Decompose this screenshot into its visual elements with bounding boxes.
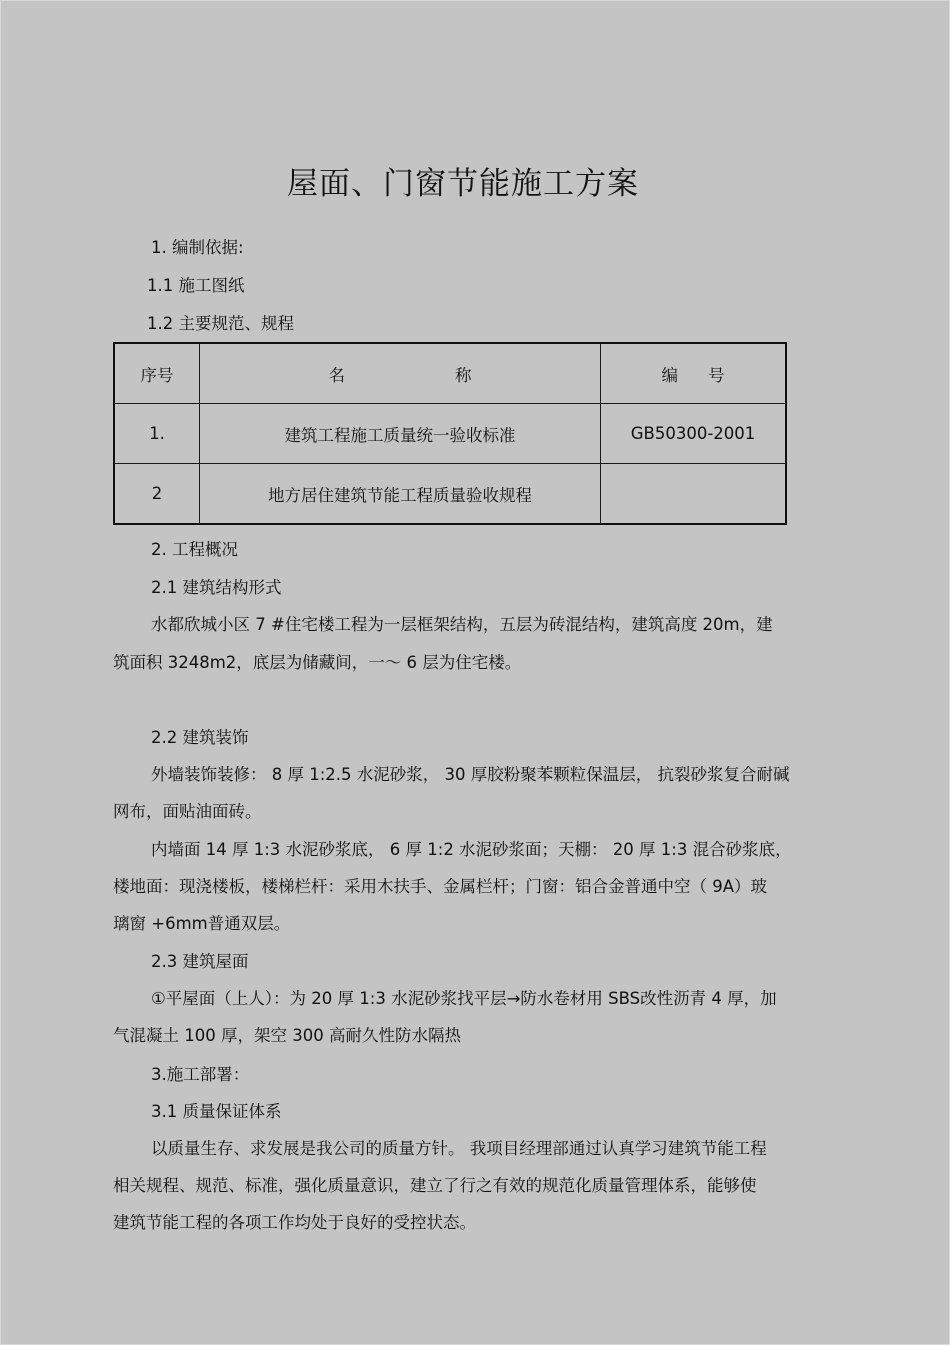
- subsection-3-1: 3.1 质量保证体系: [151, 1102, 282, 1121]
- section-heading-3: 3.施工部署：: [151, 1065, 250, 1084]
- row-name: 地方居住建筑节能工程质量验收规程: [200, 464, 601, 525]
- row-no: 2: [114, 464, 200, 525]
- row-code: [601, 464, 787, 525]
- paragraph-interior-line-1: 内墙面 14 厚 1:3 水泥砂浆底， 6 厚 1:2 水泥砂浆面；天棚： 20 厚 1:3 混合砂浆底，: [151, 840, 792, 859]
- table-row: [114, 464, 786, 525]
- table-header-row: [114, 343, 786, 404]
- subsection-1-1: 1.1 施工图纸: [147, 276, 245, 295]
- header-code-a: 编: [661, 365, 678, 385]
- header-code-b: 号: [708, 365, 725, 385]
- section-heading-1: 1. 编制依据:: [151, 238, 244, 257]
- header-name-b: 称: [455, 365, 472, 385]
- row-name: 建筑工程施工质量统一验收标准: [200, 404, 601, 464]
- header-name-a: 名: [328, 365, 345, 385]
- paragraph-quality-line-1: 以质量生存、求发展是我公司的质量方针。 我项目经理部通过认真学习建筑节能工程: [151, 1139, 767, 1158]
- header-no: 序号: [114, 343, 200, 404]
- paragraph-quality-line-3: 建筑节能工程的各项工作均处于良好的受控状态。: [113, 1213, 476, 1232]
- row-code: GB50300-2001: [601, 404, 787, 464]
- document-title: 屋面、门窗节能施工方案: [287, 166, 639, 202]
- paragraph-structure-line-1: 水都欣城小区 7 #住宅楼工程为一层框架结构，五层为砖混结构，建筑高度 20m，建: [151, 615, 773, 634]
- paragraph-quality-line-2: 相关规程、规范、标准，强化质量意识，建立了行之有效的规范化质量管理体系，能够使: [113, 1176, 757, 1195]
- table-row: [114, 404, 786, 464]
- paragraph-roof-line-1: ①平屋面（上人）：为 20 厚 1:3 水泥砂浆找平层→防水卷材用 SBS改性沥青 4 厚，加: [151, 989, 777, 1008]
- paragraph-exterior-line-2: 网布，面贴油面砖。: [113, 802, 262, 821]
- header-name: [200, 343, 601, 404]
- subsection-2-2: 2.2 建筑装饰: [151, 728, 249, 747]
- paragraph-exterior-line-1: 外墙装饰装修： 8 厚 1:2.5 水泥砂浆， 30 厚胶粉聚苯颗粒保温层， 抗裂砂浆复合耐碱: [151, 765, 790, 784]
- subsection-1-2: 1.2 主要规范、规程: [147, 314, 294, 333]
- row-no: 1.: [114, 404, 200, 464]
- standards-table: [113, 342, 787, 525]
- subsection-2-3: 2.3 建筑屋面: [151, 952, 249, 971]
- paragraph-interior-line-3: 璃窗 +6mm普通双层。: [113, 914, 291, 933]
- subsection-2-1: 2.1 建筑结构形式: [151, 578, 282, 597]
- section-heading-2: 2. 工程概况: [151, 540, 238, 559]
- paragraph-structure-line-2: 筑面积 3248m2，底层为储藏间，一～ 6 层为住宅楼。: [113, 653, 522, 672]
- paragraph-roof-line-2: 气混凝土 100 厚，架空 300 高耐久性防水隔热: [113, 1026, 461, 1045]
- header-code: [601, 343, 787, 404]
- paragraph-interior-line-2: 楼地面：现浇楼板，楼梯栏杆：采用木扶手、金属栏杆；门窗：铝合金普通中空（ 9A）玻: [113, 877, 768, 896]
